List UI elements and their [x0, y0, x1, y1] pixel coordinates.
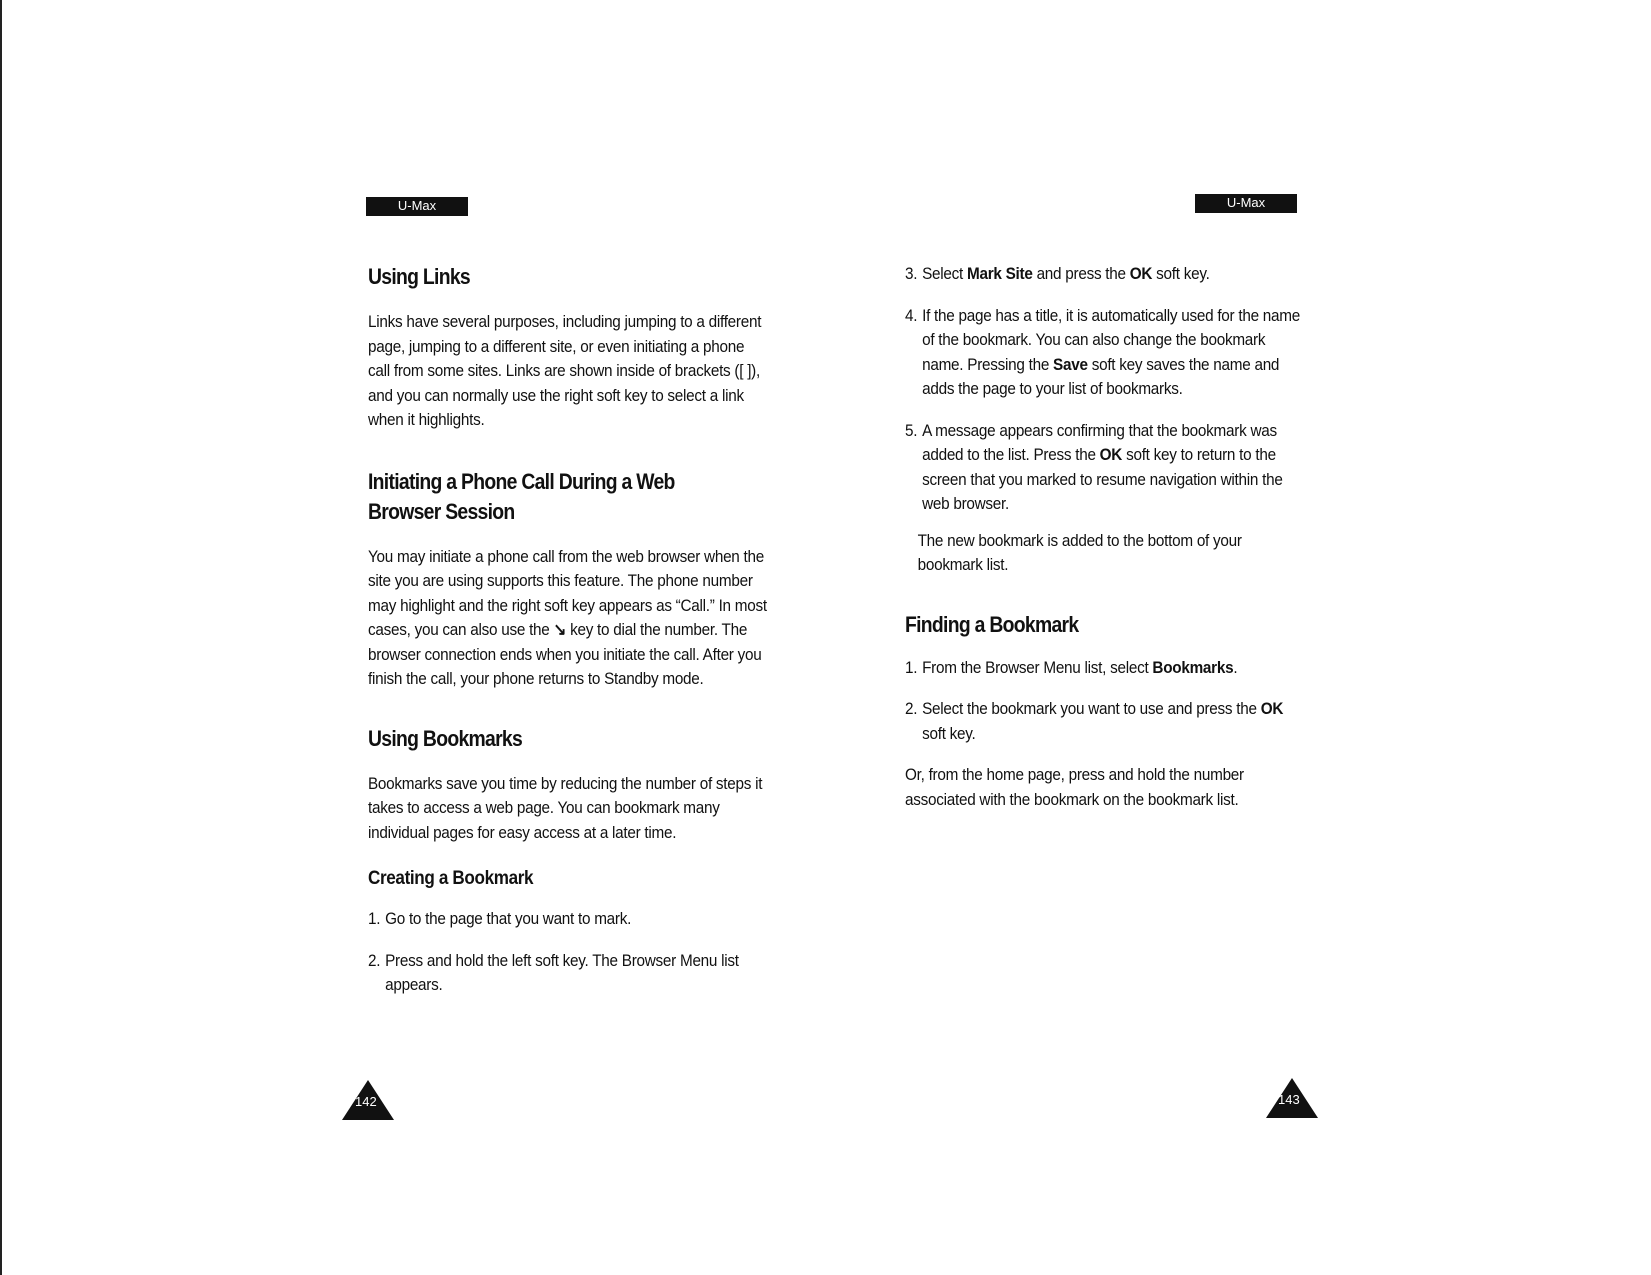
paragraph-or-home-page: Or, from the home page, press and hold the number associated with the bookmark on the bookmark list. — [905, 765, 1244, 809]
paragraph-call-part2: key to dial the number. The browser connection ends when you initiate the call. After you finish the call, your phone returns to Standby mode. — [368, 620, 762, 688]
paragraph-call-part1: You may initiate a phone call from the web browser when the site you are using supports this feature. The phone number may highlight and the right soft key appears as “Call.” In most cases, you can also use the — [368, 546, 767, 639]
heading-finding-bookmark: Finding a Bookmark — [905, 611, 1079, 637]
mark-site-label: Mark Site — [966, 264, 1033, 283]
list-item — [368, 949, 768, 998]
ok-key-label: OK — [1129, 264, 1153, 283]
step-text: Press and hold the left soft key. The Browser Menu list appears. — [385, 950, 739, 994]
step-text: Select — [922, 264, 967, 283]
page-number-left: 142 — [355, 1094, 377, 1109]
list-item — [905, 304, 1305, 402]
paragraph-using-bookmarks: Bookmarks save you time by reducing the number of steps it takes to access a web page. You can bookmark many individual pages for easy access at a later time. — [368, 773, 763, 842]
list-item — [368, 907, 768, 932]
step-text: A message appears confirming that the bookmark was added to the list. Press the — [922, 420, 1277, 464]
paragraph-initiating-call — [368, 545, 768, 692]
list-item — [905, 262, 1305, 287]
step-number: 4. — [905, 305, 918, 325]
bookmarks-label: Bookmarks — [1152, 657, 1234, 677]
step-text: and press the — [1032, 264, 1130, 283]
step-number: 1. — [905, 657, 918, 677]
finding-steps-list — [905, 656, 1305, 747]
heading-using-links: Using Links — [368, 264, 470, 289]
step-text: soft key saves the name and adds the page to your list of bookmarks. — [922, 354, 1280, 398]
step-number: 3. — [905, 264, 918, 283]
paragraph-new-bookmark: The new bookmark is added to the bottom of your bookmark list. — [917, 530, 1242, 574]
step-text: soft key. — [922, 723, 976, 743]
paragraph-using-links: Links have several purposes, including jumping to a different page, jumping to a different site, or even initiating a phone call from some sites. Links are shown inside of brackets ([ ]), and you can normally use the right soft key to select a link when it highlights. — [368, 312, 762, 429]
header-tab-right: U-Max — [1195, 194, 1297, 213]
list-item — [905, 419, 1305, 517]
step-number: 5. — [905, 420, 918, 440]
header-tab-left: U-Max — [366, 197, 468, 216]
left-page-column — [368, 262, 768, 1015]
step-text: Go to the page that you want to mark. — [385, 909, 632, 928]
step-text: soft key to return to the screen that you marked to resume navigation within the web browser. — [922, 445, 1283, 513]
step-text: . — [1233, 657, 1238, 677]
heading-creating-bookmark: Creating a Bookmark — [368, 868, 534, 889]
right-page-column — [905, 262, 1305, 812]
step-text: If the page has a title, it is automatically used for the name of the bookmark. You can also change the bookmark name. Pressing the — [922, 305, 1300, 374]
page-number-right: 143 — [1278, 1092, 1300, 1107]
creating-steps-list — [368, 907, 768, 998]
heading-initiating-call: Initiating a Phone Call During a Web Browser Session — [368, 468, 675, 524]
step-text: From the Browser Menu list, select — [922, 657, 1153, 677]
step-text: soft key. — [1152, 264, 1210, 283]
ok-key-label: OK — [1099, 445, 1123, 464]
step-number: 1. — [368, 909, 381, 928]
save-key-label: Save — [1053, 354, 1088, 374]
bookmark-steps-list — [905, 262, 1305, 517]
step-number: 2. — [368, 950, 381, 970]
step-number: 2. — [905, 699, 918, 718]
list-item — [905, 656, 1305, 681]
step-text: Select the bookmark you want to use and press the — [922, 699, 1261, 718]
heading-using-bookmarks: Using Bookmarks — [368, 725, 523, 751]
scan-edge-line — [0, 0, 2, 1275]
ok-key-label: OK — [1260, 699, 1284, 718]
list-item — [905, 697, 1305, 746]
phone-send-icon: ↘ — [553, 620, 567, 639]
